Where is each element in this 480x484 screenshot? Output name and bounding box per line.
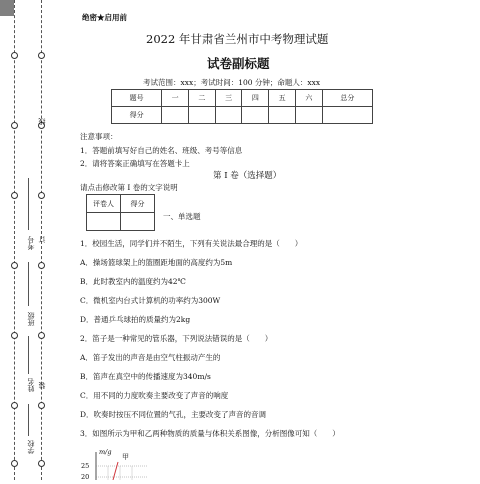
kaohao-blank	[28, 178, 29, 230]
question-option: B．笛声在真空中的传播速度为340m/s	[80, 372, 211, 381]
grader-header: 评卷人	[87, 195, 121, 213]
question-option: D．吹奏时按压不同位置的气孔，主要改变了声音的音调	[80, 410, 267, 419]
question-option: A．操场篮球架上的篮圈距地面的高度约为5m	[80, 258, 233, 267]
score-cell	[269, 107, 296, 124]
figure-series-label: 甲	[122, 453, 129, 461]
inner-circle-marker	[38, 192, 45, 199]
inner-circle-marker	[38, 460, 45, 467]
exam-info: 考试范围：xxx；考试时间：100 分钟；命题人：xxx	[143, 78, 321, 87]
inner-circle-marker	[38, 402, 45, 409]
score-cell	[242, 107, 269, 124]
binding-label-line: 线	[38, 118, 46, 125]
score-header-cell: 四	[242, 90, 269, 107]
binding-label-kaohao: 考号	[27, 236, 35, 250]
notes-title: 注意事项：	[80, 132, 118, 141]
inner-circle-marker	[38, 52, 45, 59]
question-stem: 3．如图所示为甲和乙两种物质的质量与体积关系图像，分析图像可知（ ）	[80, 429, 340, 438]
figure-y-label: m/g	[99, 448, 112, 456]
notes-item: 1．答题前填写好自己的姓名、班级、考号等信息	[80, 146, 243, 155]
score-cell	[322, 107, 372, 124]
score-header-cell: 三	[215, 90, 242, 107]
score-header-cell: 一	[162, 90, 189, 107]
question-option: D．普通乒乓球拍的质量约为2kg	[80, 315, 191, 324]
question-option: C．用不同的力度吹奏主要改变了声音的响度	[80, 391, 229, 400]
figure-tick-label: 20	[81, 473, 90, 481]
grader-cell	[87, 213, 121, 231]
outer-circle-marker	[11, 52, 18, 59]
notes-item: 2．请将答案正确填写在答题卡上	[80, 159, 190, 168]
binding-label-ding: 订	[38, 236, 46, 243]
score-header-cell: 题号	[112, 90, 162, 107]
page-subtitle: 试卷副标题	[207, 56, 270, 71]
mass-volume-figure	[78, 448, 168, 480]
series-line-jia	[113, 462, 118, 480]
grader-cell	[121, 213, 155, 231]
outer-circle-marker	[11, 122, 18, 129]
binding-marker-block	[0, 0, 14, 16]
part-heading: 一、单选题	[163, 212, 201, 221]
page-title: 2022 年甘肃省兰州市中考物理试题	[146, 32, 329, 46]
inner-circle-marker	[38, 262, 45, 269]
section-title: 第 I 卷（选择题）	[213, 171, 282, 181]
outer-circle-marker	[11, 402, 18, 409]
score-cell	[296, 107, 323, 124]
outer-circle-marker	[11, 332, 18, 339]
outer-circle-marker	[11, 460, 18, 467]
section-hint: 请点击修改第 I 卷的文字说明	[80, 183, 178, 192]
inner-circle-marker	[38, 332, 45, 339]
figure-tick-label: 25	[81, 462, 90, 470]
binding-label-banji: 班级	[27, 312, 35, 326]
binding-label-xingming: 姓名	[27, 378, 35, 392]
binding-label-xuexiao: 学校	[27, 440, 35, 454]
question-option: A．笛子发出的声音是由空气柱振动产生的	[80, 353, 221, 362]
secret-label: 绝密★启用前	[82, 13, 127, 22]
binding-label-zhuang: 装	[38, 382, 46, 389]
xingming-blank	[28, 336, 29, 374]
score-header-cell: 二	[188, 90, 215, 107]
score-cell	[162, 107, 189, 124]
score-header-cell: 六	[296, 90, 323, 107]
score-row-label: 得分	[112, 107, 162, 124]
score-cell	[215, 107, 242, 124]
score-cell	[188, 107, 215, 124]
question-stem: 2．笛子是一种常见的管乐器，下列说法错误的是（ ）	[80, 334, 273, 343]
question-option: B．此时教室内的温度约为42℃	[80, 277, 186, 286]
score-header-cell: 总分	[322, 90, 372, 107]
banji-blank	[28, 262, 29, 306]
question-stem: 1．校园生活，同学们并不陌生，下列有关说法最合理的是（ ）	[80, 239, 303, 248]
binding-strip	[0, 0, 48, 480]
outer-circle-marker	[11, 262, 18, 269]
xuexiao-blank	[28, 404, 29, 436]
question-option: C．微机室内台式计算机的功率约为300W	[80, 296, 221, 305]
score-table	[111, 89, 373, 124]
grader-header: 得分	[121, 195, 155, 213]
grader-table	[86, 194, 155, 231]
score-header-cell: 五	[269, 90, 296, 107]
outer-circle-marker	[11, 192, 18, 199]
